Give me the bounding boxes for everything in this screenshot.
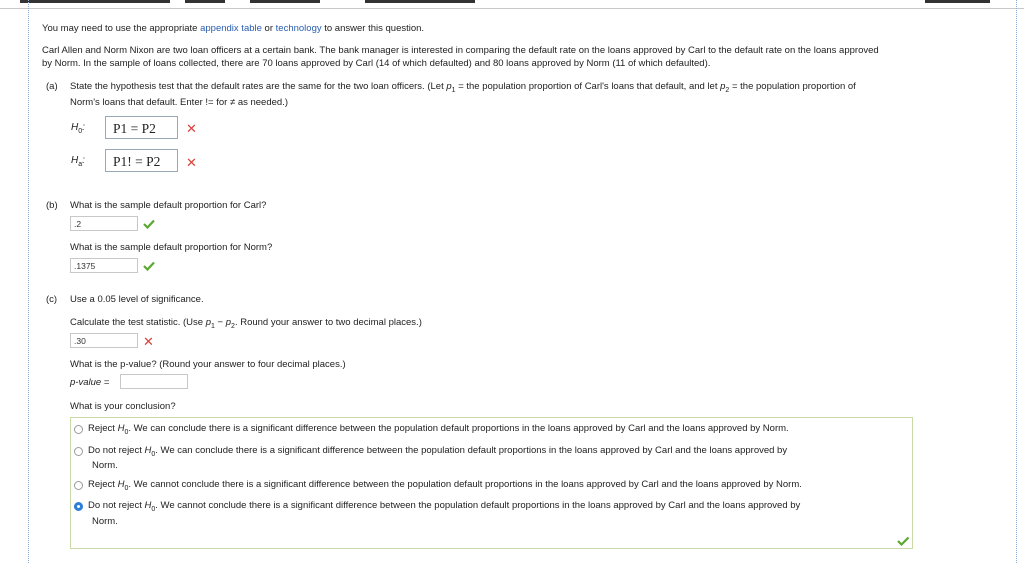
test-statistic-question: Calculate the test statistic. (Use $p_1 - p_2$. Round your answer to two decimal places.) [70,317,422,330]
part-b-label: (b) [46,200,58,211]
part-b-question-norm: What is the sample default proportion for Norm? [70,242,273,253]
conclusion-correct-check-icon [897,536,910,546]
technology-link[interactable]: technology [275,23,322,34]
part-b-question-carl: What is the sample default proportion for Carl? [70,200,267,211]
p-value-label: p-value = [70,377,110,388]
p-value-question: What is the p-value? (Round your answer to four decimal places.) [70,359,346,370]
problem-line-2: by Norm. In the sample of loans collected, there are 70 loans approved by Carl (14 of which defaulted) and 80 loans approved by Norm (11 of which defaulted). [42,58,711,69]
ha-label: $H_a$: [71,155,85,168]
norm-proportion-input[interactable]: .1375 [70,258,138,273]
carl-correct-check-icon [143,219,155,229]
left-margin-guide [28,0,30,563]
choice-1-radio[interactable] [74,425,83,434]
top-toolbar-edge [0,0,1024,9]
test-statistic-input[interactable]: .30 [70,333,138,348]
h0-incorrect-icon: ✕ [186,121,197,136]
part-a-label: (a) [46,81,58,92]
test-statistic-incorrect-icon: ✕ [143,334,154,349]
problem-line-1: Carl Allen and Norm Nixon are two loan officers at a certain bank. The bank manager is interested in comparing the default rate on the loans approved by Carl to the default rate on the loans approved [42,45,879,56]
right-margin-guide [1016,0,1018,563]
norm-correct-check-icon [143,261,155,271]
choice-3-text[interactable]: Reject $H_0$. We cannot conclude there is a significant difference between the population default proportions in the loans approved by Carl and the loans approved by Norm. [88,479,802,492]
choice-3-radio[interactable] [74,481,83,490]
intro-text: You may need to use the appropriate appendix table or technology to answer this question. [42,23,425,34]
h0-label: $H_0$: [71,122,85,135]
choice-4-radio-selected[interactable] [74,502,83,511]
ha-incorrect-icon: ✕ [186,155,197,170]
p-value-input[interactable] [120,374,188,389]
choice-2-text[interactable]: Do not reject $H_0$. We can conclude there is a significant difference between the population default proportions in the loans approved by Carl and the loans approved by [88,445,788,458]
part-a-question-line-2: Norm's loans that default. Enter != for ≠ as needed.) [70,97,288,108]
part-a-question-line-1: State the hypothesis test that the default rates are the same for the two loan officers. (Let $p_1$ = the population proportion of Carl's loans that default, and let $p_2$ = the population proportion of [70,81,856,94]
part-c-label: (c) [46,294,58,305]
ha-input[interactable]: P1! = P2 [105,149,178,172]
h0-input[interactable]: P1 = P2 [105,116,178,139]
conclusion-question: What is your conclusion? [70,401,176,412]
choice-4-text[interactable]: Do not reject $H_0$. We cannot conclude there is a significant difference between the population default proportions in the loans approved by Carl and the loans approved by [88,500,801,513]
appendix-table-link[interactable]: appendix table [200,23,262,34]
choice-1-text[interactable]: Reject $H_0$. We can conclude there is a significant difference between the population default proportions in the loans approved by Carl and the loans approved by Norm. [88,423,789,436]
choice-2-text-continued: Norm. [92,460,118,471]
significance-text: Use a 0.05 level of significance. [70,294,204,305]
choice-4-text-continued: Norm. [92,516,118,527]
carl-proportion-input[interactable]: .2 [70,216,138,231]
choice-2-radio[interactable] [74,447,83,456]
